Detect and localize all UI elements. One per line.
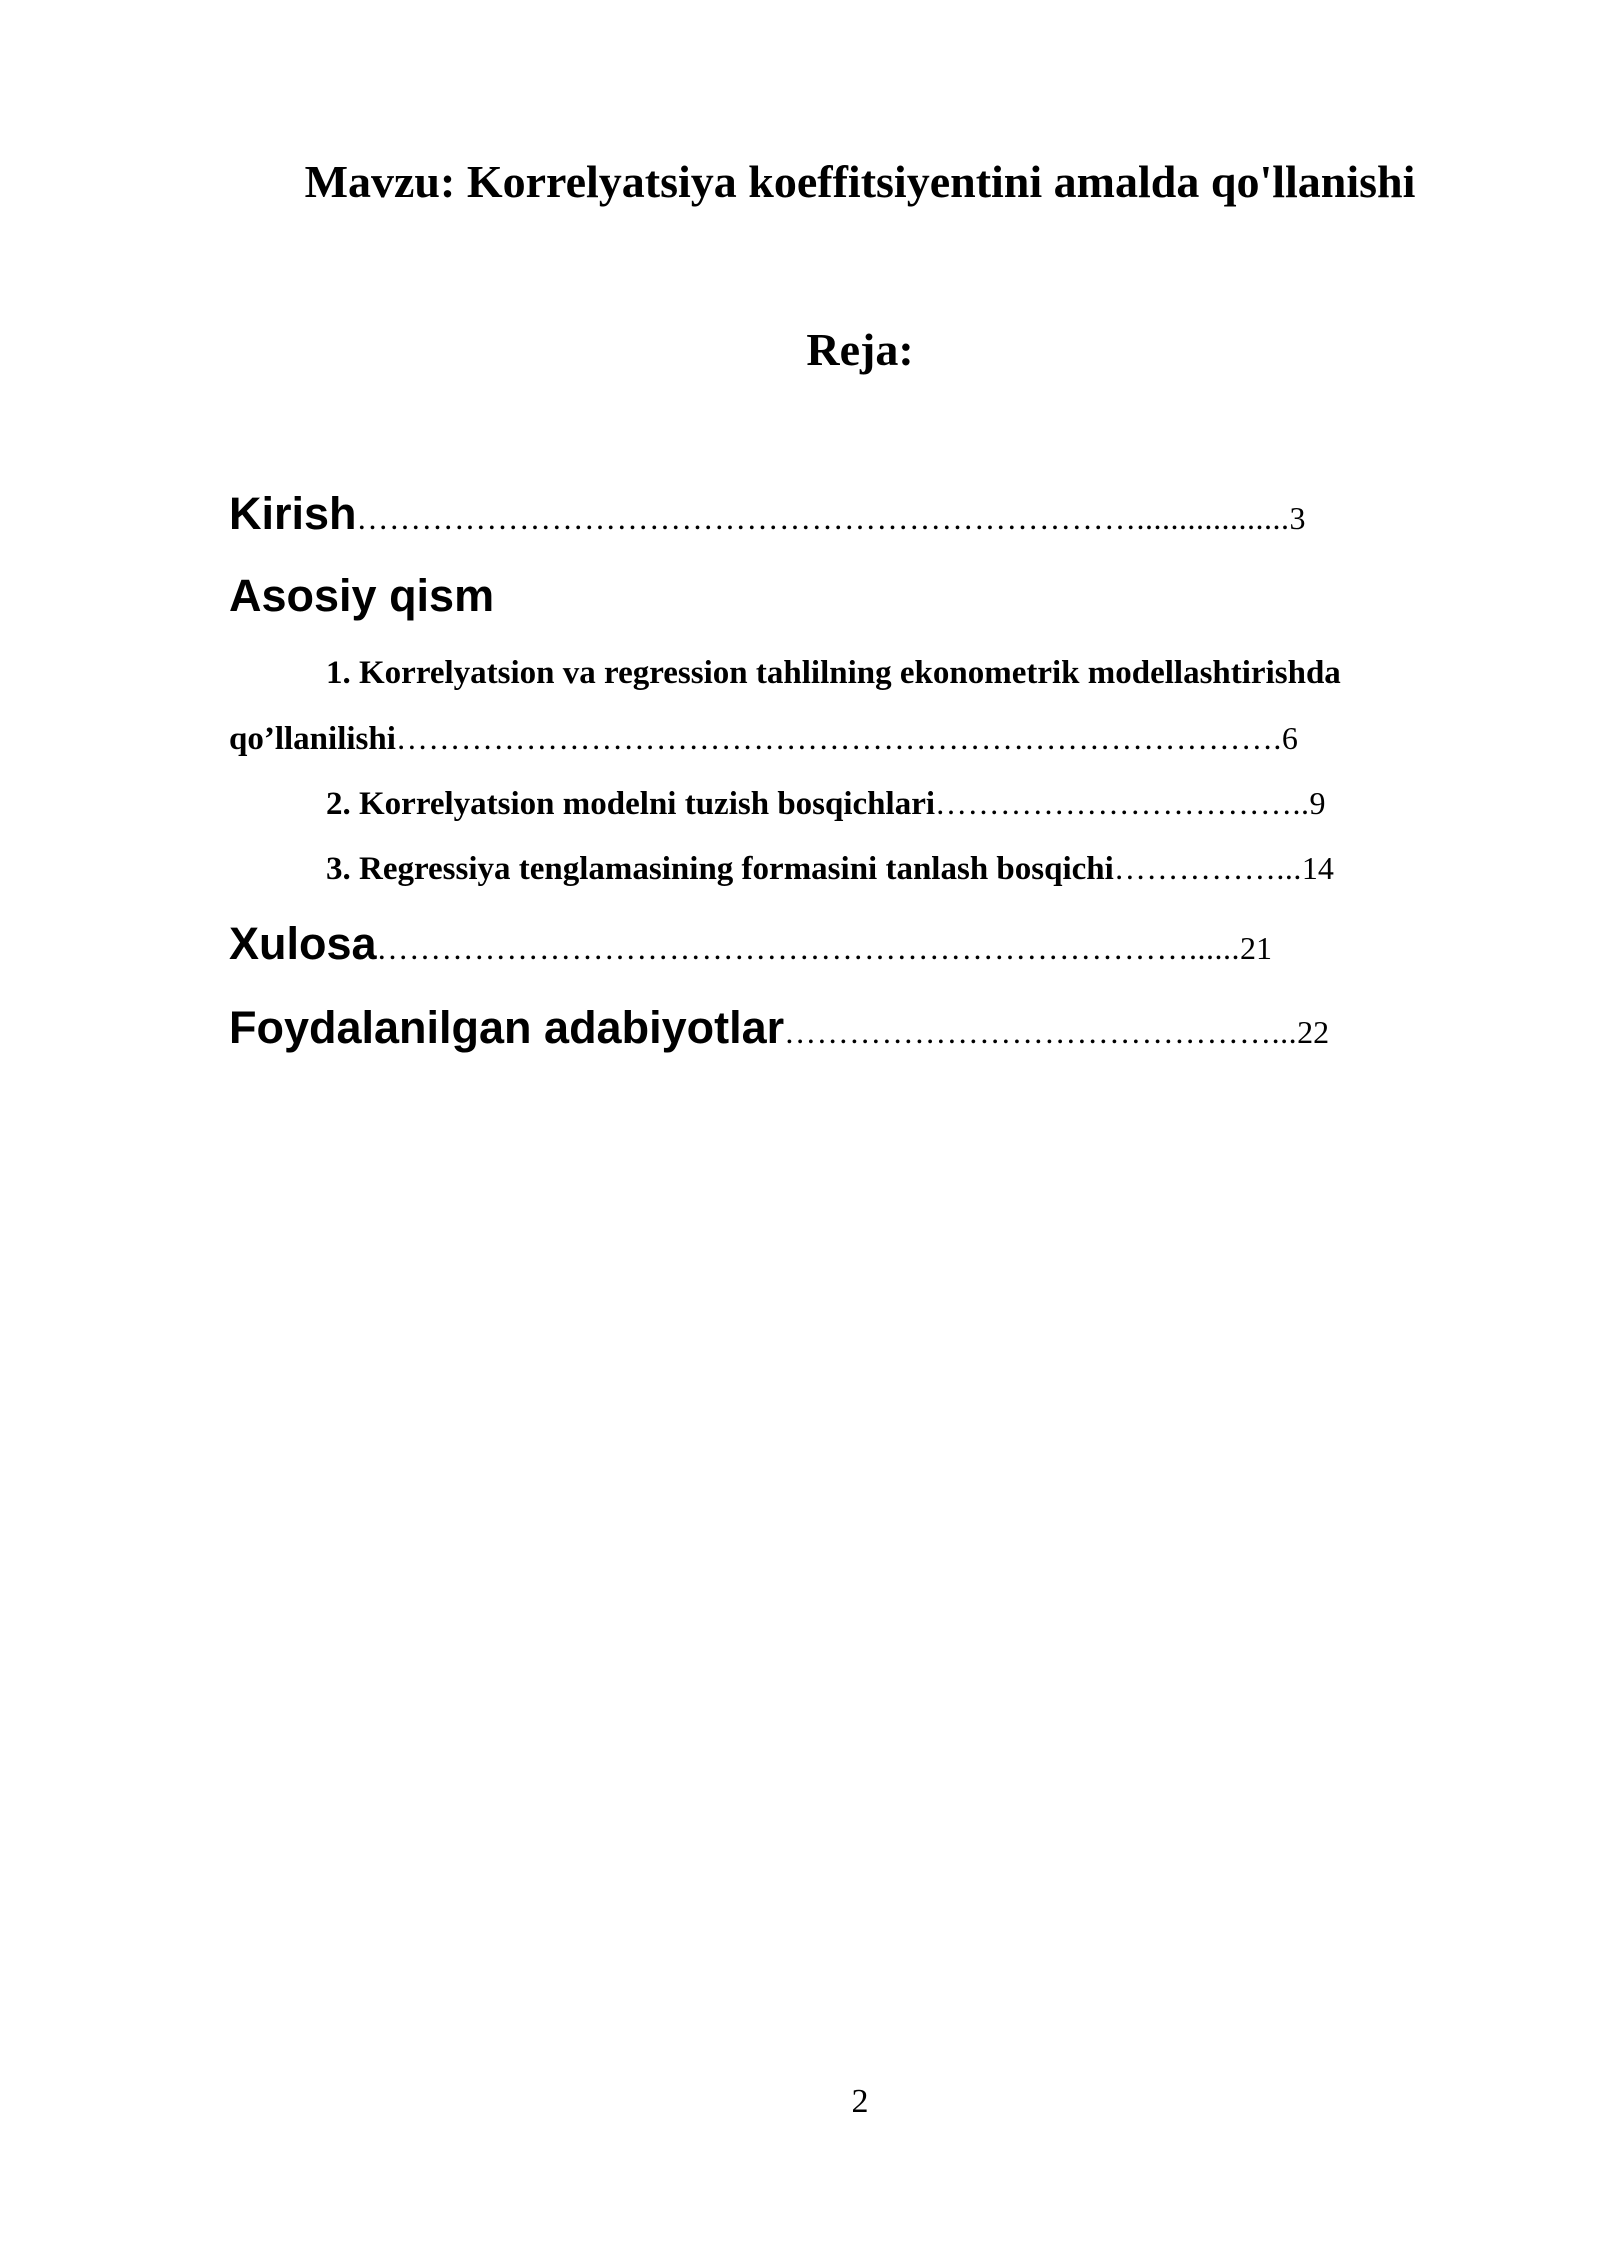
toc-page-number: 6 — [1281, 720, 1298, 756]
toc-page-number: 14 — [1301, 850, 1334, 886]
toc-dot-leader: ……………... — [1113, 850, 1302, 886]
toc-page-number: 9 — [1309, 785, 1326, 821]
toc-entry-label: Foydalanilgan adabiyotlar — [229, 1002, 785, 1053]
toc-entry-label: 2. Korrelyatsion modelni tuzish bosqichlari — [326, 786, 936, 822]
toc-entry-1-line-2[interactable] — [229, 720, 1298, 758]
toc-page-number: 22 — [1297, 1014, 1330, 1050]
toc-entry-3[interactable] — [326, 850, 1334, 888]
toc-dot-leader: …………………………….. — [935, 785, 1310, 821]
plan-heading: Reja: — [806, 324, 914, 375]
page-number: 2 — [851, 2083, 869, 2120]
toc-entry-kirish[interactable] — [229, 488, 1306, 540]
toc-section-label: Asosiy qism — [229, 570, 495, 621]
toc-entry-foydalanilgan-adabiyotlar[interactable] — [229, 1002, 1329, 1054]
toc-entry-label: 1. Korrelyatsion va regression tahlilning ekonometrik modellashtirishda — [326, 655, 1341, 691]
toc-entry-label: qo’llanilishi — [229, 721, 396, 757]
toc-dot-leader: ……………………………………………………………….................. — [356, 500, 1290, 536]
toc-section-asosiy-qism[interactable] — [229, 570, 494, 622]
toc-entry-label: Xulosa — [229, 918, 377, 969]
toc-entry-2[interactable] — [326, 785, 1326, 823]
toc-dot-leader: ………………………………………... — [784, 1014, 1298, 1050]
toc-page-number: 21 — [1240, 930, 1273, 966]
toc-entry-xulosa[interactable] — [229, 918, 1272, 970]
toc-dot-leader: …………………………………………………………………...... — [376, 930, 1241, 966]
toc-entry-label: Kirish — [229, 488, 357, 539]
toc-entry-label: 3. Regressiya tenglamasining formasini tanlash bosqichi — [326, 851, 1114, 887]
document-title: Mavzu: Korrelyatsiya koeffitsiyentini amalda qo'llanishi — [304, 156, 1416, 207]
toc-dot-leader: ………………………………………………………………………. — [395, 720, 1282, 756]
toc-entry-1-line-1[interactable] — [326, 655, 1341, 692]
toc-page-number: 3 — [1289, 500, 1306, 536]
